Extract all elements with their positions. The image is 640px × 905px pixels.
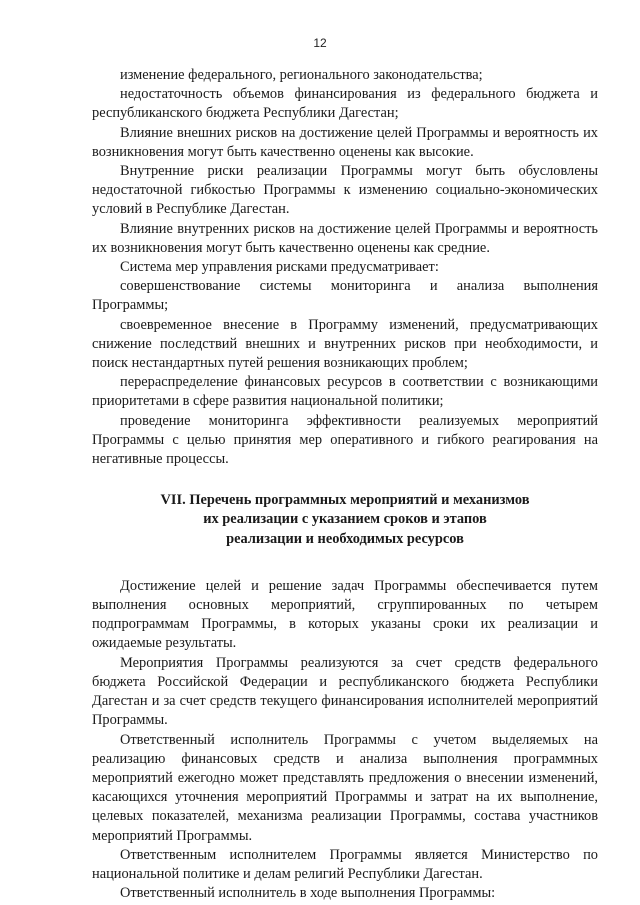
paragraph: Система мер управления рисками предусматривает: — [120, 259, 439, 276]
paragraph: Достижение целей и решение задач Программы обеспечивается путем выполнения основных мероприятий, сгруппированных по четырем подпрограммам Программы, в которых указаны сроки их реализации и ожидаемые результаты. — [92, 577, 598, 652]
paragraph: Ответственным исполнителем Программы является Министерство по национальной политике и делам религий Республики Дагестан. — [92, 846, 598, 882]
paragraph: своевременное внесение в Программу изменений, предусматривающих снижение последствий внешних и внутренних рисков при необходимости, и поиск нестандартных путей решения возникающих проблем; — [92, 316, 598, 372]
paragraph: изменение федерального, регионального законодательства; — [120, 67, 483, 83]
page-content — [92, 66, 598, 903]
paragraph: Ответственный исполнитель Программы с учетом выделяемых на реализацию финансовых средств и анализа выполнения программных мероприятий ежегодно может представлять предложения о внесении изменений, касающихся уточнения мероприятий Программы и затрат на их выполнение, целевых показателей, механизма реализации Программы, состава участников мероприятий Программы. — [92, 731, 598, 844]
paragraph: перераспределение финансовых ресурсов в соответствии с возникающими приоритетами в сфере развития национальной политики; — [92, 374, 598, 410]
section-heading-line: VII. Перечень программных мероприятий и механизмов — [160, 492, 530, 509]
paragraph: Влияние внутренних рисков на достижение целей Программы и вероятность их возникновения могут быть качественно оценены как средние. — [92, 220, 598, 256]
paragraph: недостаточность объемов финансирования из федерального бюджета и республиканского бюджета Республики Дагестан; — [92, 86, 598, 122]
page-number: 12 — [313, 36, 327, 50]
paragraph: Влияние внешних рисков на достижение целей Программы и вероятность их возникновения могут быть качественно оценены как высокие. — [92, 124, 598, 160]
paragraph: Внутренние риски реализации Программы могут быть обусловлены недостаточной гибкостью Программы к изменению социально-экономических условий в Республике Дагестан. — [92, 163, 598, 218]
paragraph: Ответственный исполнитель в ходе выполнения Программы: — [120, 885, 496, 902]
paragraph: проведение мониторинга эффективности реализуемых мероприятий Программы с целью принятия мер оперативного и гибкого реагирования на негативные процессы. — [92, 412, 598, 468]
paragraph: Мероприятия Программы реализуются за счет средств федерального бюджета Российской Федерации и республиканского бюджета Республики Дагестан и за счет средств текущего финансирования исполнителей мероприятий Программы. — [92, 654, 598, 729]
section-heading — [92, 491, 598, 549]
paragraph: совершенствование системы мониторинга и анализа выполнения Программы; — [92, 278, 598, 314]
section-heading-line: реализации и необходимых ресурсов — [226, 530, 464, 547]
section-heading-line: их реализации с указанием сроков и этапов — [203, 511, 487, 528]
